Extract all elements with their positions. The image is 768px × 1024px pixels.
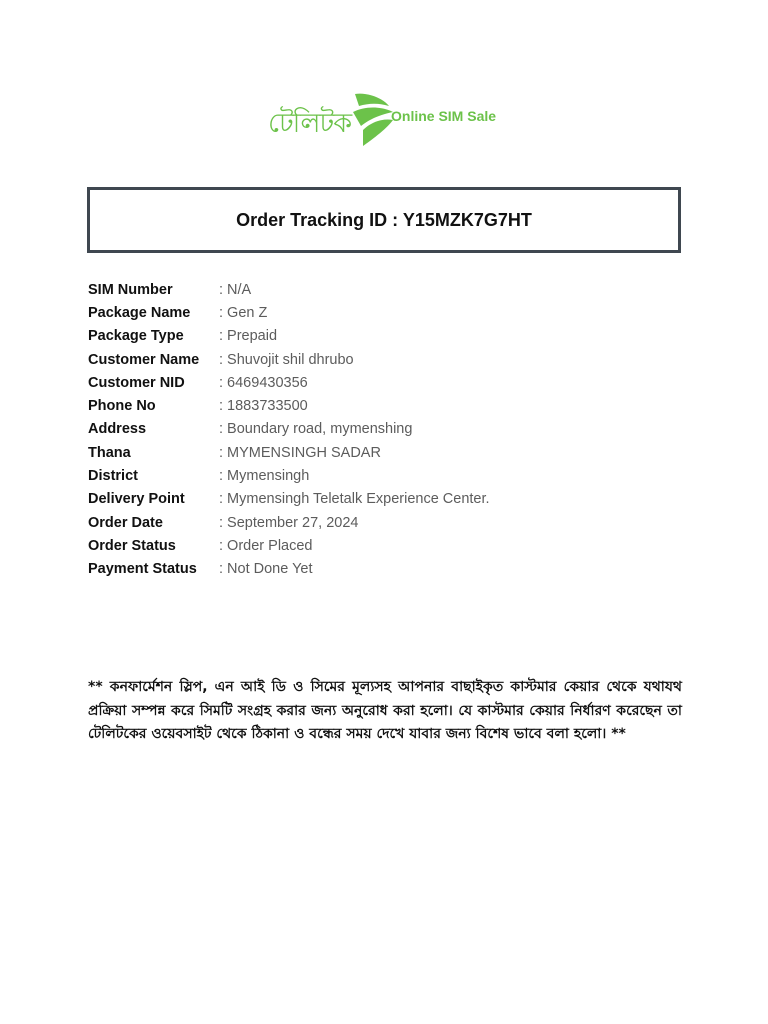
detail-row-payment-status <box>88 558 688 581</box>
detail-row-address <box>88 418 688 441</box>
logo-tagline: Online SIM Sale <box>391 108 497 124</box>
detail-row-district <box>88 464 688 487</box>
detail-value: : Order Placed <box>219 537 313 554</box>
teletalk-logo <box>268 88 395 152</box>
detail-row-delivery-point <box>88 488 688 511</box>
detail-row-package-type <box>88 325 688 348</box>
logo-wordmark: টেলিটক <box>268 107 352 139</box>
detail-label: Address <box>88 421 147 438</box>
detail-value: : Mymensingh <box>219 468 310 485</box>
detail-value: : Prepaid <box>219 328 278 345</box>
detail-row-package-name <box>88 301 688 324</box>
detail-value: : 6469430356 <box>219 374 308 391</box>
detail-row-order-date <box>88 511 688 534</box>
order-tracking-box <box>87 187 681 253</box>
order-details <box>88 278 688 581</box>
detail-value: : Boundary road, mymenshing <box>219 421 413 438</box>
detail-label: SIM Number <box>88 281 173 298</box>
detail-row-customer-name <box>88 348 688 371</box>
detail-row-phone-no <box>88 394 688 417</box>
detail-label: Order Date <box>88 514 163 531</box>
detail-label: Payment Status <box>88 561 197 578</box>
detail-value: : Not Done Yet <box>219 561 313 578</box>
detail-value: : September 27, 2024 <box>219 514 359 531</box>
detail-value: : Shuvojit shil dhrubo <box>219 351 354 368</box>
detail-row-customer-nid <box>88 371 688 394</box>
order-tracking-id: Order Tracking ID : Y15MZK7G7HT <box>236 209 532 230</box>
detail-label: Delivery Point <box>88 491 185 508</box>
detail-value: : N/A <box>219 281 252 298</box>
detail-value: : Mymensingh Teletalk Experience Center. <box>219 491 490 508</box>
detail-label: Phone No <box>88 398 156 415</box>
detail-row-sim-number <box>88 278 688 301</box>
detail-label: Order Status <box>88 537 176 554</box>
leaf-logo-icon <box>349 90 395 150</box>
detail-value: : MYMENSINGH SADAR <box>219 444 381 461</box>
detail-label: Thana <box>88 444 131 461</box>
detail-label: Package Name <box>88 304 191 321</box>
collection-notice: ** কনফার্মেশন স্লিপ, এন আই ডি ও সিমের মূল্যসহ আপনার বাছাইকৃত কাস্টমার কেয়ার থেকে যথাযথ প্রক্রিয়া সম্পন্ন করে সিমটি সংগ্রহ করার জন্য অনুরোধ করা হলো। যে কাস্টমার কেয়ার নির্ধারণ করেছেন তা টেলিটকের ওয়েবসাইট থেকে ঠিকানা ও বন্ধের সময় দেখে যাবার জন্য বিশেষ ভাবে বলা হলো। ** <box>88 679 682 742</box>
detail-row-thana <box>88 441 688 464</box>
detail-label: Package Type <box>88 328 184 345</box>
detail-row-order-status <box>88 534 688 557</box>
detail-value: : 1883733500 <box>219 398 308 415</box>
detail-label: District <box>88 468 138 485</box>
detail-label: Customer NID <box>88 374 185 391</box>
detail-value: : Gen Z <box>219 304 268 321</box>
detail-label: Customer Name <box>88 351 200 368</box>
